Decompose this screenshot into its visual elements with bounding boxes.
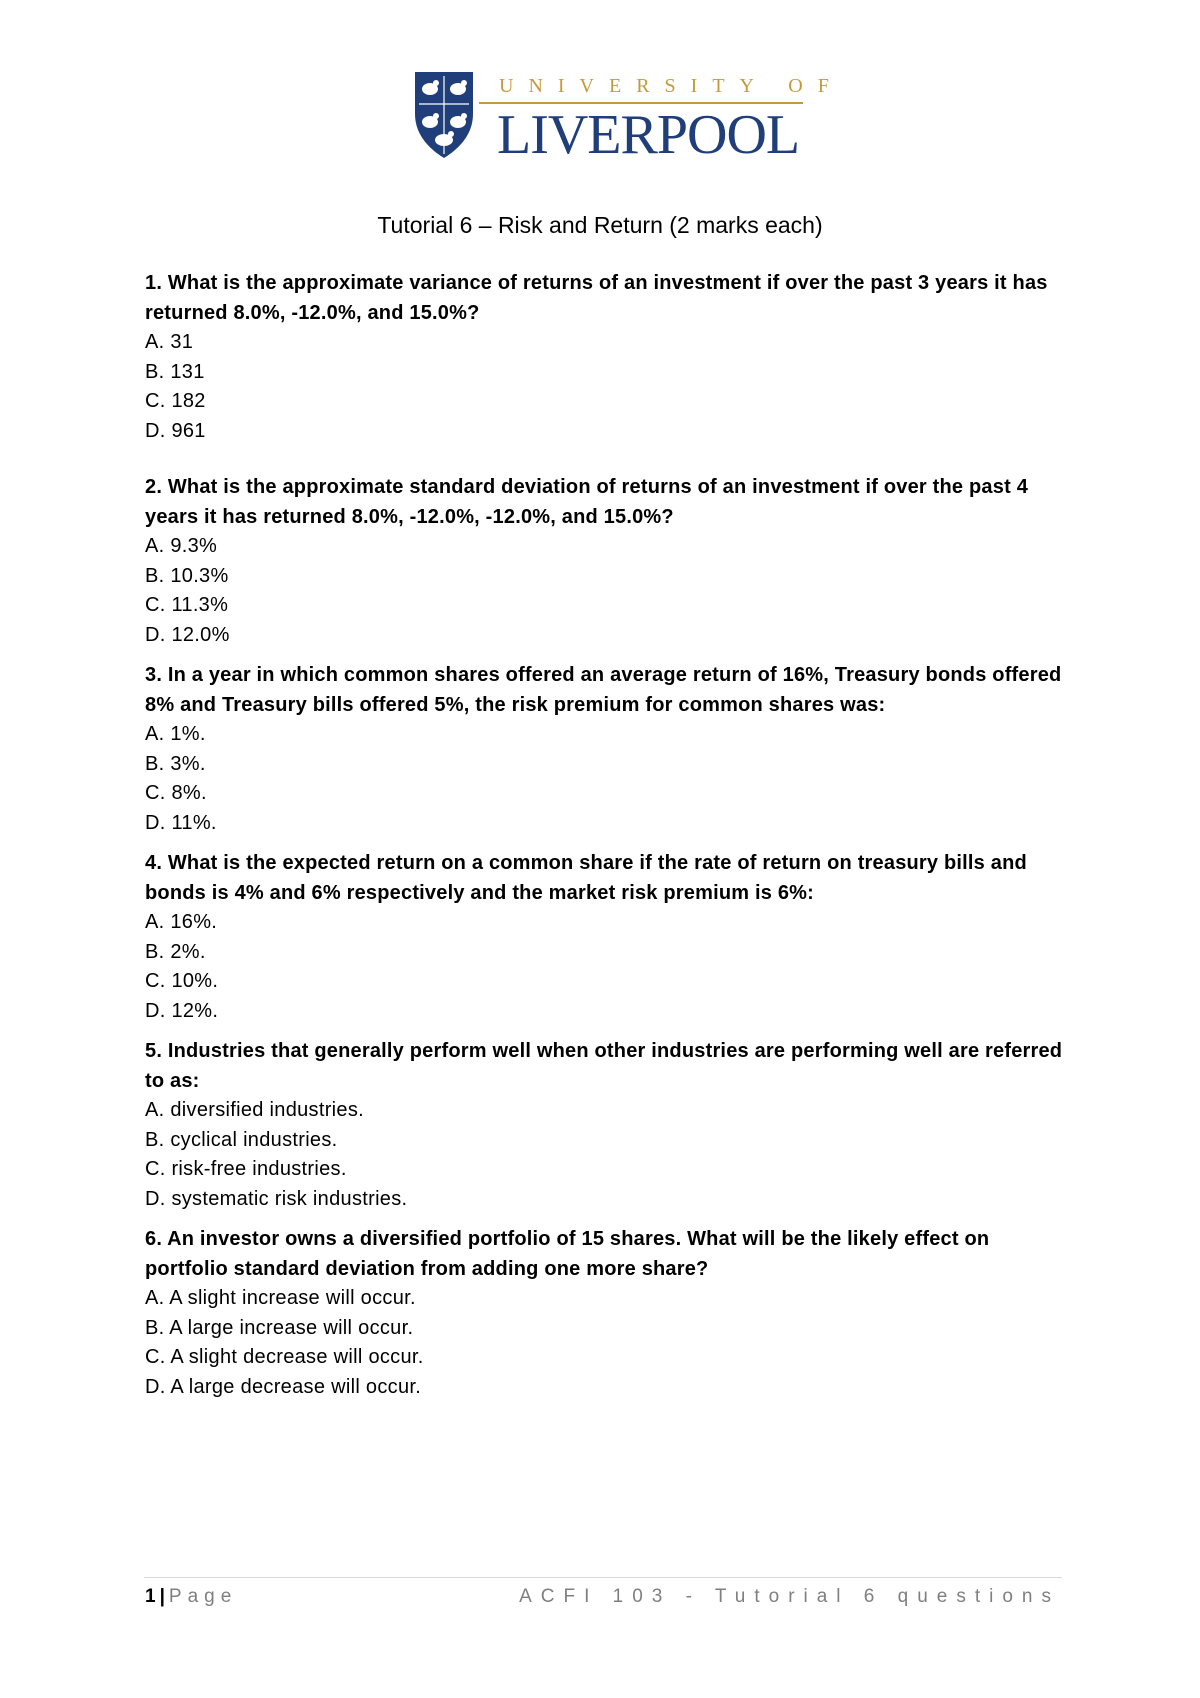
answer-options bbox=[145, 908, 1070, 1026]
question-4 bbox=[145, 849, 1070, 1026]
page-title: Tutorial 6 – Risk and Return (2 marks each) bbox=[377, 212, 823, 238]
logo-liverpool: LIVERPOOL bbox=[497, 104, 800, 166]
question-2 bbox=[145, 473, 1070, 650]
answer-option: D. 12%. bbox=[145, 999, 219, 1022]
university-crest-icon bbox=[413, 70, 475, 160]
answer-option: A. 16%. bbox=[145, 911, 218, 933]
answer-option: C. 11.3% bbox=[145, 594, 229, 616]
answer-option: A. 1%. bbox=[145, 723, 206, 745]
answer-option: A. diversified industries. bbox=[145, 1099, 365, 1121]
answer-option: D. A large decrease will occur. bbox=[145, 1375, 422, 1398]
footer-course-title: ACFI 103 - Tutorial 6 questions bbox=[519, 1586, 1060, 1607]
page-label: Page bbox=[168, 1586, 238, 1607]
question-text: 1. What is the approximate variance of returns of an investment if over the past 3 years it has returned 8.0%, -12.0%, and 15.0%? bbox=[145, 272, 1048, 324]
answer-option: C. 10%. bbox=[145, 970, 219, 992]
question-6 bbox=[145, 1225, 1070, 1402]
answer-option: C. 182 bbox=[145, 390, 206, 412]
answer-option: B. cyclical industries. bbox=[145, 1128, 338, 1151]
question-text: 5. Industries that generally perform well when other industries are performing well are referred to as: bbox=[145, 1040, 1063, 1092]
question-text: 2. What is the approximate standard deviation of returns of an investment if over the past 4 years it has returned 8.0%, -12.0%, -12.0%, and 15.0%? bbox=[145, 476, 1029, 528]
answer-option: A. A slight increase will occur. bbox=[145, 1287, 416, 1309]
question-1 bbox=[145, 269, 1070, 446]
footer-divider bbox=[144, 1577, 1062, 1578]
answer-option: B. 2%. bbox=[145, 940, 206, 963]
question-text: 6. An investor owns a diversified portfolio of 15 shares. What will be the likely effect on portfolio standard deviation from adding one more share? bbox=[145, 1228, 990, 1280]
answer-option: B. 131 bbox=[145, 360, 205, 383]
answer-option: B. 10.3% bbox=[145, 564, 229, 587]
footer-page-number bbox=[145, 1584, 237, 1610]
answer-option: C. 8%. bbox=[145, 782, 207, 804]
question-text: 3. In a year in which common shares offered an average return of 16%, Treasury bonds offered 8% and Treasury bills offered 5%, the risk premium for common shares was: bbox=[145, 664, 1062, 716]
answer-options bbox=[145, 1096, 1070, 1214]
university-logo bbox=[413, 70, 844, 166]
answer-option: D. 11%. bbox=[145, 811, 217, 834]
answer-option: D. 12.0% bbox=[145, 623, 230, 646]
answer-options bbox=[145, 532, 1070, 650]
footer-separator: | bbox=[159, 1586, 165, 1607]
question-list bbox=[145, 269, 1070, 1402]
question-3 bbox=[145, 661, 1070, 838]
question-text: 4. What is the expected return on a common share if the rate of return on treasury bills and bonds is 4% and 6% respectively and the market risk premium is 6%: bbox=[145, 852, 1027, 904]
answer-option: B. A large increase will occur. bbox=[145, 1316, 414, 1339]
answer-option: A. 31 bbox=[145, 331, 194, 353]
answer-options bbox=[145, 720, 1070, 838]
answer-options bbox=[145, 328, 1070, 446]
answer-option: C. A slight decrease will occur. bbox=[145, 1346, 424, 1368]
answer-options bbox=[145, 1284, 1070, 1402]
page-number: 1 bbox=[145, 1586, 156, 1607]
answer-option: C. risk-free industries. bbox=[145, 1158, 347, 1180]
answer-option: D. systematic risk industries. bbox=[145, 1187, 408, 1210]
logo-university-of: UNIVERSITY OF bbox=[499, 75, 844, 97]
answer-option: D. 961 bbox=[145, 419, 206, 442]
answer-option: A. 9.3% bbox=[145, 535, 218, 557]
question-5 bbox=[145, 1037, 1070, 1214]
answer-option: B. 3%. bbox=[145, 752, 206, 775]
